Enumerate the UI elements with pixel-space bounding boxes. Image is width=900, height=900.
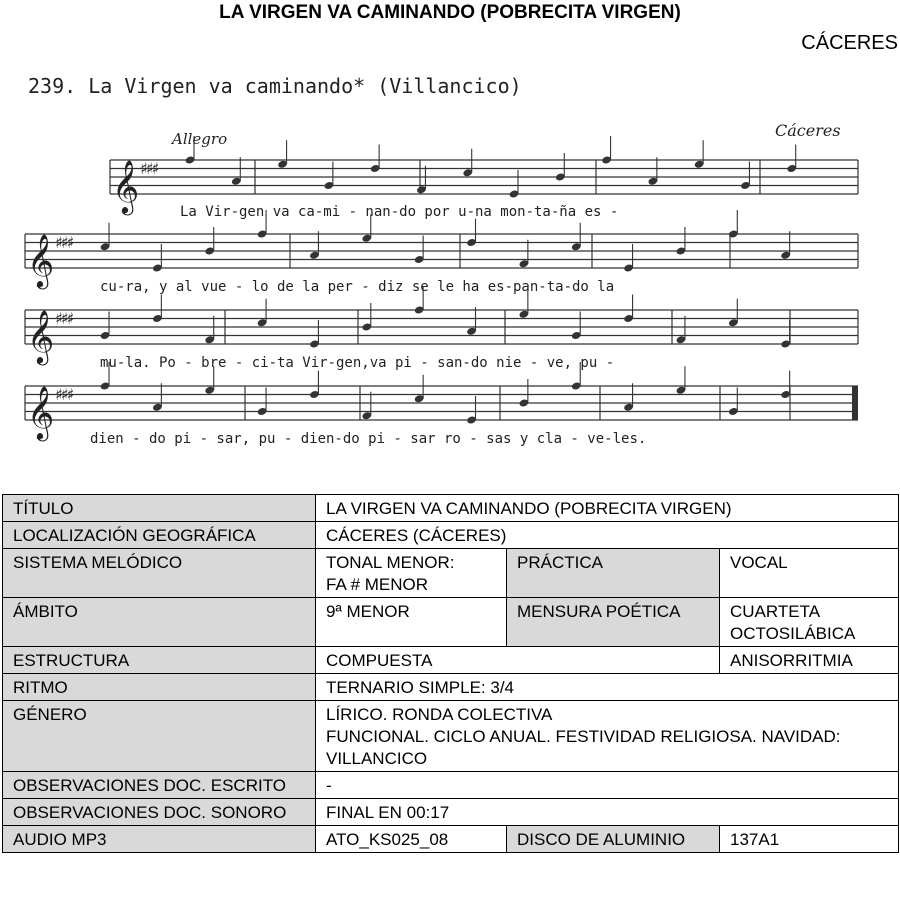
document-title: LA VIRGEN VA CAMINANDO (POBRECITA VIRGEN) (219, 2, 681, 23)
row-audio (3, 826, 899, 853)
key-signature-sharps: ♯♯♯ (55, 385, 73, 404)
disco-label: DISCO DE ALUMINIO (507, 826, 720, 853)
row-sistema (3, 549, 899, 598)
genero-value-line-3: VILLANCICO (326, 749, 428, 768)
sistema-value-line-2: FA # MENOR (326, 575, 429, 594)
treble-clef: 𝄞 (27, 385, 55, 439)
mensura-value-line-2: OCTOSILÁBICA (730, 624, 856, 643)
score-heading: 239. La Virgen va caminando* (Villancico) (28, 74, 522, 98)
row-localizacion (3, 522, 899, 549)
ambito-label: ÁMBITO (3, 598, 316, 647)
practica-value: VOCAL (720, 549, 899, 598)
sistema-value-line-1: TONAL MENOR: (326, 553, 455, 572)
obs-escrito-value: - (316, 772, 899, 799)
titulo-value: LA VIRGEN VA CAMINANDO (POBRECITA VIRGEN) (316, 495, 899, 522)
lyric-line-2: cu-ra, y al vue - lo de la per - diz se le ha es-pan-ta-do la (100, 279, 615, 295)
treble-clef: 𝄞 (27, 309, 55, 363)
audio-label: AUDIO MP3 (3, 826, 316, 853)
final-barline (852, 386, 858, 420)
treble-clef: 𝄞 (112, 159, 140, 213)
lyric-line-4: dien - do pi - sar, pu - dien-do pi - sar ro - sas y cla - ve-les. (90, 431, 647, 447)
disco-value: 137A1 (720, 826, 899, 853)
obs-sonoro-value: FINAL EN 00:17 (316, 799, 899, 826)
row-genero (3, 701, 899, 772)
mensura-value (720, 598, 899, 647)
key-signature-sharps: ♯♯♯ (55, 309, 73, 328)
row-obs-escrito (3, 772, 899, 799)
localizacion-label: LOCALIZACIÓN GEOGRÁFICA (3, 522, 316, 549)
localizacion-value: CÁCERES (CÁCERES) (316, 522, 899, 549)
estructura-value: COMPUESTA (316, 647, 720, 674)
ritmo-label: RITMO (3, 674, 316, 701)
key-signature-sharps: ♯♯♯ (140, 159, 158, 178)
music-score (0, 62, 900, 462)
obs-sonoro-label: OBSERVACIONES DOC. SONORO (3, 799, 316, 826)
score-origin: Cáceres (775, 121, 841, 140)
ritmo-value: TERNARIO SIMPLE: 3/4 (316, 674, 899, 701)
practica-label: PRÁCTICA (507, 549, 720, 598)
row-titulo (3, 495, 899, 522)
mensura-value-line-1: CUARTETA (730, 602, 821, 621)
mensura-label: MENSURA POÉTICA (507, 598, 720, 647)
sistema-value (316, 549, 507, 598)
genero-value-line-1: LÍRICO. RONDA COLECTIVA (326, 705, 553, 724)
audio-value: ATO_KS025_08 (316, 826, 507, 853)
treble-clef: 𝄞 (27, 233, 55, 287)
row-estructura (3, 647, 899, 674)
estructura-extra: ANISORRITMIA (720, 647, 899, 674)
genero-label: GÉNERO (3, 701, 316, 772)
lyric-line-3: mu-la. Po - bre - ci-ta Vir-gen,va pi - san-do nie - ve, pu - (100, 355, 615, 371)
document-region: CÁCERES (801, 32, 898, 54)
key-signature-sharps: ♯♯♯ (55, 233, 73, 252)
genero-value (316, 701, 899, 772)
estructura-label: ESTRUCTURA (3, 647, 316, 674)
score-tempo: Allegro (172, 130, 228, 148)
row-obs-sonoro (3, 799, 899, 826)
genero-value-line-2: FUNCIONAL. CICLO ANUAL. FESTIVIDAD RELIGIOSA. NAVIDAD: (326, 727, 841, 746)
obs-escrito-label: OBSERVACIONES DOC. ESCRITO (3, 772, 316, 799)
sistema-label: SISTEMA MELÓDICO (3, 549, 316, 598)
ambito-value: 9ª MENOR (316, 598, 507, 647)
row-ritmo (3, 674, 899, 701)
metadata-table (2, 494, 899, 853)
row-ambito (3, 598, 899, 647)
lyric-line-1: La Vir-gen va ca-mi - nan-do por u-na mon-ta-ña es - (180, 204, 619, 220)
titulo-label: TÍTULO (3, 495, 316, 522)
